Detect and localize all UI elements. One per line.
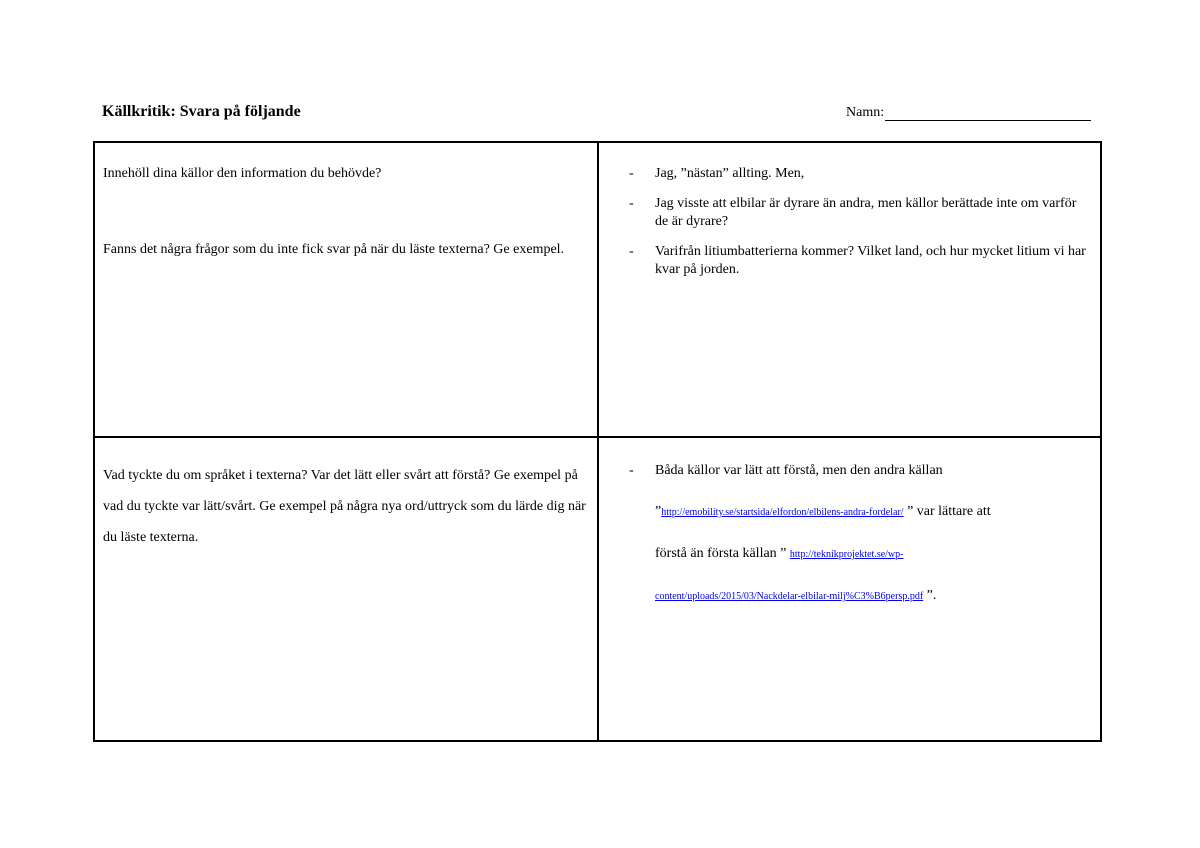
source-link-teknikprojektet-cont[interactable]: content/uploads/2015/03/Nackdelar-elbilar-milj%C3%B6persp.pdf bbox=[655, 591, 924, 602]
source-link-teknikprojektet[interactable]: http://teknikprojektet.se/wp- bbox=[789, 549, 904, 560]
answer-text: Jag, ”nästan” allting. Men, bbox=[655, 166, 805, 181]
answer-text: Jag visste att elbilar är dyrare än andra, men källor berättade inte om varför de är dyrare? bbox=[655, 196, 1077, 229]
answer-text: Båda källor var lätt att förstå, men den andra källan bbox=[655, 463, 943, 478]
answer-text: ” var lättare att bbox=[903, 504, 991, 519]
name-blank-line[interactable] bbox=[885, 105, 1091, 121]
dash-bullet: - bbox=[629, 244, 634, 259]
list-item bbox=[629, 460, 1090, 608]
question-unanswered: Fanns det några frågor som du inte fick svar på när du läste texterna? Ge exempel. bbox=[103, 242, 565, 257]
list-item bbox=[629, 243, 1090, 279]
list-item bbox=[629, 195, 1090, 231]
question-information: Innehöll dina källor den information du behövde? bbox=[103, 166, 382, 181]
cell-top-left bbox=[95, 143, 599, 438]
cell-top-right bbox=[599, 143, 1100, 438]
answer-text: ”. bbox=[923, 588, 937, 603]
answer-text bbox=[655, 501, 1090, 524]
dash-bullet: - bbox=[629, 166, 634, 181]
cell-bottom-left bbox=[95, 438, 599, 740]
dash-bullet: - bbox=[629, 463, 634, 478]
answer-text bbox=[655, 543, 1090, 566]
cell-bottom-right bbox=[599, 438, 1100, 740]
worksheet-table bbox=[93, 141, 1102, 742]
answer-list bbox=[629, 460, 1090, 608]
name-field bbox=[846, 105, 1091, 121]
answer-text: Varifrån litiumbatterierna kommer? Vilket land, och hur mycket litium vi har kvar på jorden. bbox=[655, 244, 1086, 277]
name-label: Namn: bbox=[846, 105, 885, 120]
question-language: Vad tyckte du om språket i texterna? Var det lätt eller svårt att förstå? Ge exempel på vad du tyckte var lätt/svårt. Ge exempel på några nya ord/uttryck som du lärde dig när du läste texterna. bbox=[103, 468, 586, 545]
answer-list bbox=[629, 165, 1090, 279]
answer-text bbox=[655, 585, 1090, 608]
quote-mark: ” bbox=[655, 504, 662, 519]
page-title: Källkritik: Svara på följande bbox=[102, 103, 301, 120]
dash-bullet: - bbox=[629, 196, 634, 211]
list-item bbox=[629, 165, 1090, 183]
answer-text: förstå än första källan ” bbox=[655, 546, 790, 561]
source-link-emobility[interactable]: http://emobility.se/startsida/elfordon/elbilens-andra-fordelar/ bbox=[661, 507, 904, 518]
